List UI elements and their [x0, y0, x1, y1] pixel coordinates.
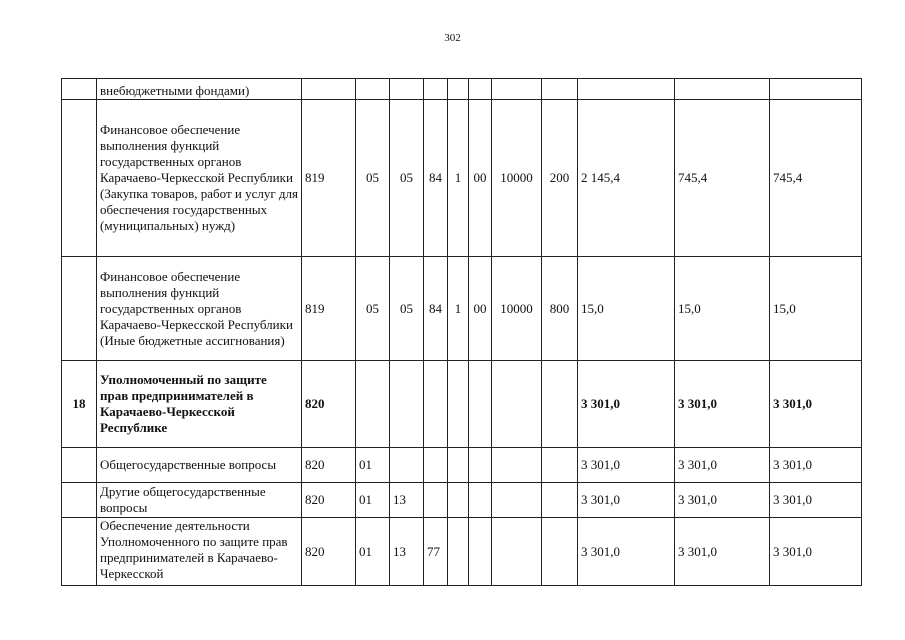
row-name: Уполномоченный по защите прав предпринимателей в Карачаево-Черкесской Республике [97, 361, 302, 448]
code-main-event: 00 [469, 257, 492, 361]
amount-1: 3 301,0 [578, 518, 675, 586]
code-subprogram [448, 518, 469, 586]
code-expense-type [542, 483, 578, 518]
code-main-event [469, 448, 492, 483]
code-main-event [469, 79, 492, 100]
code-section: 01 [356, 448, 390, 483]
table-row [62, 361, 862, 448]
code-direction [492, 518, 542, 586]
amount-3: 3 301,0 [770, 518, 862, 586]
code-subprogram [448, 483, 469, 518]
code-main-event [469, 518, 492, 586]
code-direction [492, 361, 542, 448]
code-section: 05 [356, 257, 390, 361]
amount-1: 2 145,4 [578, 100, 675, 257]
code-subsection: 13 [390, 483, 424, 518]
row-name: внебюджетными фондами) [97, 79, 302, 100]
code-section [356, 361, 390, 448]
page-number: 302 [444, 32, 461, 44]
row-name: Обеспечение деятельности Уполномоченного по защите прав предпринимателей в Карачаево-Черкесской [97, 518, 302, 586]
code-ministry: 819 [302, 100, 356, 257]
code-program: 84 [424, 100, 448, 257]
code-subprogram [448, 448, 469, 483]
code-expense-type [542, 361, 578, 448]
amount-1: 3 301,0 [578, 361, 675, 448]
code-ministry [302, 79, 356, 100]
code-program [424, 483, 448, 518]
amount-2: 15,0 [675, 257, 770, 361]
row-number [62, 257, 97, 361]
amount-3: 3 301,0 [770, 483, 862, 518]
code-section: 01 [356, 518, 390, 586]
code-expense-type: 200 [542, 100, 578, 257]
code-ministry: 820 [302, 361, 356, 448]
code-section [356, 79, 390, 100]
row-name: Другие общегосударственные вопросы [97, 483, 302, 518]
code-direction: 10000 [492, 257, 542, 361]
code-subprogram: 1 [448, 257, 469, 361]
row-number [62, 518, 97, 586]
row-number [62, 448, 97, 483]
code-ministry: 819 [302, 257, 356, 361]
row-name: Общегосударственные вопросы [97, 448, 302, 483]
row-number: 18 [62, 361, 97, 448]
code-section: 05 [356, 100, 390, 257]
amount-3: 15,0 [770, 257, 862, 361]
row-name: Финансовое обеспечение выполнения функций государственных органов Карачаево-Черкесской Республики (Закупка товаров, работ и услуг для обеспечения государственных (муниципальных) нужд) [97, 100, 302, 257]
code-subsection: 05 [390, 100, 424, 257]
amount-1 [578, 79, 675, 100]
amount-1: 3 301,0 [578, 483, 675, 518]
amount-1: 3 301,0 [578, 448, 675, 483]
code-ministry: 820 [302, 518, 356, 586]
code-program: 84 [424, 257, 448, 361]
table-row [62, 100, 862, 257]
code-program [424, 79, 448, 100]
row-name: Финансовое обеспечение выполнения функций государственных органов Карачаево-Черкесской Республики (Иные бюджетные ассигнования) [97, 257, 302, 361]
amount-2 [675, 79, 770, 100]
amount-2: 3 301,0 [675, 518, 770, 586]
amount-2: 3 301,0 [675, 448, 770, 483]
code-expense-type [542, 79, 578, 100]
code-main-event [469, 483, 492, 518]
code-expense-type [542, 448, 578, 483]
code-direction: 10000 [492, 100, 542, 257]
code-program [424, 448, 448, 483]
budget-table [61, 78, 862, 586]
code-subsection: 13 [390, 518, 424, 586]
code-expense-type: 800 [542, 257, 578, 361]
code-direction [492, 79, 542, 100]
row-number [62, 100, 97, 257]
amount-1: 15,0 [578, 257, 675, 361]
table-row [62, 257, 862, 361]
amount-3: 3 301,0 [770, 361, 862, 448]
code-subprogram [448, 79, 469, 100]
code-subsection [390, 448, 424, 483]
table-row [62, 448, 862, 483]
code-direction [492, 448, 542, 483]
code-program [424, 361, 448, 448]
row-number [62, 483, 97, 518]
row-number [62, 79, 97, 100]
amount-2: 3 301,0 [675, 361, 770, 448]
code-program: 77 [424, 518, 448, 586]
amount-3: 3 301,0 [770, 448, 862, 483]
table-row [62, 79, 862, 100]
table-row [62, 518, 862, 586]
code-main-event: 00 [469, 100, 492, 257]
table-row [62, 483, 862, 518]
amount-3 [770, 79, 862, 100]
code-subprogram: 1 [448, 100, 469, 257]
code-subsection [390, 361, 424, 448]
code-subprogram [448, 361, 469, 448]
code-subsection [390, 79, 424, 100]
amount-3: 745,4 [770, 100, 862, 257]
amount-2: 745,4 [675, 100, 770, 257]
code-ministry: 820 [302, 448, 356, 483]
code-section: 01 [356, 483, 390, 518]
code-expense-type [542, 518, 578, 586]
code-ministry: 820 [302, 483, 356, 518]
code-direction [492, 483, 542, 518]
amount-2: 3 301,0 [675, 483, 770, 518]
code-subsection: 05 [390, 257, 424, 361]
code-main-event [469, 361, 492, 448]
